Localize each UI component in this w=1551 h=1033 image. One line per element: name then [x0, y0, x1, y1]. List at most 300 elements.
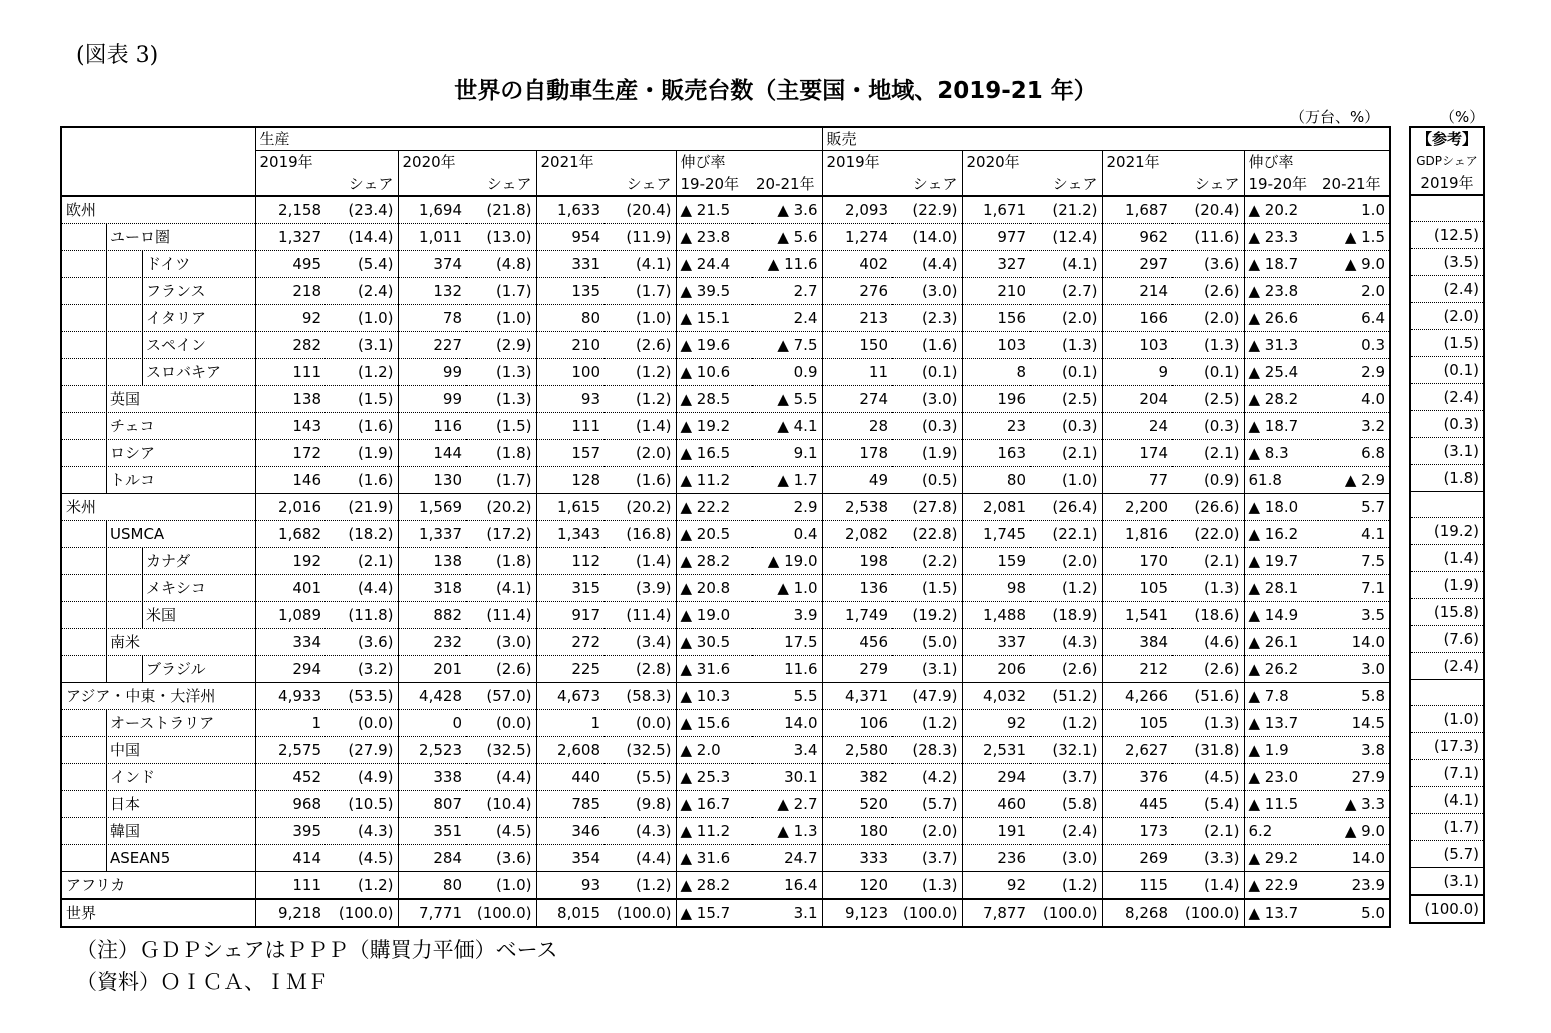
cell-p21s: (1.2) [604, 359, 676, 386]
cell-p20: 99 [398, 386, 466, 413]
cell-s19: 178 [822, 440, 892, 467]
cell-p21s: (1.6) [604, 467, 676, 494]
cell-p20s: (2.6) [466, 656, 536, 683]
cell-p20: 232 [398, 629, 466, 656]
page-title: 世界の自動車生産・販売台数（主要国・地域、2019-21 年） [454, 78, 1097, 104]
cell-s21: 376 [1102, 764, 1172, 791]
gdp-row [1410, 437, 1484, 464]
cell-sg1: ▲ 28.1 [1244, 575, 1318, 602]
table-row [61, 683, 1390, 710]
gdp-row [1410, 248, 1484, 275]
cell-sg2: 5.0 [1318, 899, 1390, 927]
cell-gdp: (3.1) [1410, 867, 1484, 895]
cell-sg2: 14.0 [1318, 629, 1390, 656]
cell-s21s: (2.6) [1172, 656, 1244, 683]
cell-pg1: ▲ 16.5 [676, 440, 752, 467]
row-label: メキシコ [61, 575, 255, 602]
cell-s19s: (3.0) [892, 386, 962, 413]
cell-sg1: ▲ 14.9 [1244, 602, 1318, 629]
header-share: シェア [912, 175, 958, 193]
cell-p19s: (4.5) [325, 845, 398, 872]
gdp-row [1410, 867, 1484, 895]
cell-pg1: ▲ 23.8 [676, 224, 752, 251]
cell-gdp: (0.3) [1410, 410, 1484, 437]
gdp-row [1410, 759, 1484, 786]
gdp-share-table [1409, 126, 1485, 924]
cell-p20s: (4.8) [466, 251, 536, 278]
gdp-row [1410, 464, 1484, 491]
row-label: トルコ [61, 467, 255, 494]
cell-s19s: (2.3) [892, 305, 962, 332]
cell-s19s: (0.3) [892, 413, 962, 440]
cell-sg1: ▲ 18.7 [1244, 251, 1318, 278]
table-row [61, 656, 1390, 683]
header-p2019: 2019年 [255, 151, 398, 174]
cell-s20s: (0.3) [1030, 413, 1102, 440]
cell-p21: 93 [536, 872, 604, 900]
cell-s20: 206 [962, 656, 1030, 683]
header-share: シェア [1052, 175, 1098, 193]
cell-sg2: 0.3 [1318, 332, 1390, 359]
cell-s21s: (51.6) [1172, 683, 1244, 710]
cell-s19: 1,274 [822, 224, 892, 251]
header-g1920: 19-20年 [1244, 173, 1318, 196]
cell-p19: 143 [255, 413, 325, 440]
cell-p20: 1,337 [398, 521, 466, 548]
cell-s20: 2,081 [962, 494, 1030, 521]
cell-s19: 382 [822, 764, 892, 791]
cell-s20s: (2.5) [1030, 386, 1102, 413]
table-row [61, 440, 1390, 467]
cell-p21: 210 [536, 332, 604, 359]
cell-p20s: (2.9) [466, 332, 536, 359]
cell-s20s: (21.2) [1030, 196, 1102, 224]
cell-sg1: ▲ 19.7 [1244, 548, 1318, 575]
cell-sg1: ▲ 18.7 [1244, 413, 1318, 440]
cell-p21: 785 [536, 791, 604, 818]
cell-p21s: (4.1) [604, 251, 676, 278]
cell-pg2: ▲ 3.6 [752, 196, 822, 224]
cell-sg1: ▲ 16.2 [1244, 521, 1318, 548]
header-blank [61, 127, 255, 151]
table-row [61, 413, 1390, 440]
table-row [61, 278, 1390, 305]
cell-gdp [1410, 195, 1484, 221]
cell-pg2: ▲ 4.1 [752, 413, 822, 440]
cell-p21s: (58.3) [604, 683, 676, 710]
cell-s19: 120 [822, 872, 892, 900]
header-g2021: 20-21年 [756, 175, 815, 193]
cell-p19s: (0.0) [325, 710, 398, 737]
cell-p20: 318 [398, 575, 466, 602]
cell-sg1: ▲ 11.5 [1244, 791, 1318, 818]
cell-s20: 191 [962, 818, 1030, 845]
cell-s21: 174 [1102, 440, 1172, 467]
table-row [61, 764, 1390, 791]
row-label: 日本 [61, 791, 255, 818]
cell-p19s: (10.5) [325, 791, 398, 818]
cell-s20: 977 [962, 224, 1030, 251]
cell-s21s: (22.0) [1172, 521, 1244, 548]
cell-p20: 338 [398, 764, 466, 791]
gdp-row [1410, 813, 1484, 840]
header-s2020: 2020年 [962, 151, 1102, 174]
table-row [61, 737, 1390, 764]
cell-p21: 100 [536, 359, 604, 386]
cell-s20s: (26.4) [1030, 494, 1102, 521]
cell-pg1: ▲ 11.2 [676, 467, 752, 494]
cell-sg2: ▲ 2.9 [1318, 467, 1390, 494]
cell-pg2: ▲ 1.3 [752, 818, 822, 845]
cell-p21: 1,343 [536, 521, 604, 548]
cell-s20: 8 [962, 359, 1030, 386]
cell-pg1: ▲ 19.6 [676, 332, 752, 359]
cell-pg2: 2.7 [752, 278, 822, 305]
header-s2021: 2021年 [1102, 151, 1244, 174]
cell-pg1: ▲ 20.5 [676, 521, 752, 548]
table-row [61, 251, 1390, 278]
cell-p21: 346 [536, 818, 604, 845]
cell-p20: 2,523 [398, 737, 466, 764]
cell-s19: 150 [822, 332, 892, 359]
cell-sg1: ▲ 18.0 [1244, 494, 1318, 521]
cell-s19: 136 [822, 575, 892, 602]
gdp-row [1410, 410, 1484, 437]
cell-pg2: 30.1 [752, 764, 822, 791]
cell-s20s: (1.2) [1030, 575, 1102, 602]
cell-s20: 80 [962, 467, 1030, 494]
cell-p21s: (5.5) [604, 764, 676, 791]
cell-p19: 395 [255, 818, 325, 845]
cell-s19: 198 [822, 548, 892, 575]
header-p-growth: 伸び率 [676, 151, 822, 174]
cell-gdp: (1.0) [1410, 705, 1484, 732]
gdp-row [1410, 544, 1484, 571]
cell-pg1: ▲ 15.6 [676, 710, 752, 737]
cell-gdp: (2.4) [1410, 383, 1484, 410]
cell-p20: 374 [398, 251, 466, 278]
cell-s19: 11 [822, 359, 892, 386]
cell-s21: 166 [1102, 305, 1172, 332]
cell-p21: 315 [536, 575, 604, 602]
cell-s20s: (2.6) [1030, 656, 1102, 683]
cell-gdp: (3.5) [1410, 248, 1484, 275]
cell-sg1: ▲ 1.9 [1244, 737, 1318, 764]
cell-s19: 9,123 [822, 899, 892, 927]
cell-p20s: (0.0) [466, 710, 536, 737]
cell-pg2: 17.5 [752, 629, 822, 656]
cell-s20: 159 [962, 548, 1030, 575]
cell-s21: 9 [1102, 359, 1172, 386]
cell-s21s: (4.6) [1172, 629, 1244, 656]
cell-sg2: ▲ 9.0 [1318, 251, 1390, 278]
cell-s20: 156 [962, 305, 1030, 332]
cell-p21s: (2.6) [604, 332, 676, 359]
cell-sg1: ▲ 8.3 [1244, 440, 1318, 467]
cell-p19s: (21.9) [325, 494, 398, 521]
cell-s21s: (0.1) [1172, 359, 1244, 386]
cell-p19: 4,933 [255, 683, 325, 710]
cell-gdp: (2.4) [1410, 275, 1484, 302]
cell-p19: 282 [255, 332, 325, 359]
cell-s20: 460 [962, 791, 1030, 818]
table-row [61, 710, 1390, 737]
cell-p20s: (32.5) [466, 737, 536, 764]
cell-p21: 1,633 [536, 196, 604, 224]
row-label: オーストラリア [61, 710, 255, 737]
cell-sg2: 23.9 [1318, 872, 1390, 900]
cell-p19s: (53.5) [325, 683, 398, 710]
cell-s21s: (100.0) [1172, 899, 1244, 927]
cell-sg1: ▲ 28.2 [1244, 386, 1318, 413]
cell-p20: 284 [398, 845, 466, 872]
cell-pg2: ▲ 5.5 [752, 386, 822, 413]
cell-p19s: (1.0) [325, 305, 398, 332]
cell-pg2: 9.1 [752, 440, 822, 467]
cell-s21: 212 [1102, 656, 1172, 683]
gdp-row [1410, 329, 1484, 356]
cell-sg1: ▲ 23.0 [1244, 764, 1318, 791]
cell-p21s: (2.0) [604, 440, 676, 467]
cell-pg2: 5.5 [752, 683, 822, 710]
cell-sg1: ▲ 26.1 [1244, 629, 1318, 656]
table-row [61, 196, 1390, 224]
cell-p20: 130 [398, 467, 466, 494]
cell-pg1: ▲ 31.6 [676, 845, 752, 872]
cell-p20s: (21.8) [466, 196, 536, 224]
cell-s20: 294 [962, 764, 1030, 791]
header-p2020: 2020年 [398, 151, 536, 174]
gdp-row [1410, 221, 1484, 248]
cell-s20s: (2.0) [1030, 305, 1102, 332]
cell-pg2: 14.0 [752, 710, 822, 737]
cell-gdp [1410, 491, 1484, 517]
cell-s20: 236 [962, 845, 1030, 872]
cell-s20s: (18.9) [1030, 602, 1102, 629]
cell-p19: 294 [255, 656, 325, 683]
cell-p21s: (3.4) [604, 629, 676, 656]
cell-p21: 157 [536, 440, 604, 467]
cell-p19: 111 [255, 359, 325, 386]
cell-sg2: 4.1 [1318, 521, 1390, 548]
cell-s21: 1,687 [1102, 196, 1172, 224]
table-row [61, 872, 1390, 900]
cell-p20s: (4.4) [466, 764, 536, 791]
cell-pg2: 3.9 [752, 602, 822, 629]
cell-p21s: (3.9) [604, 575, 676, 602]
cell-gdp: (1.9) [1410, 571, 1484, 598]
cell-s19: 520 [822, 791, 892, 818]
cell-gdp: (7.6) [1410, 625, 1484, 652]
cell-pg1: ▲ 39.5 [676, 278, 752, 305]
table-row [61, 359, 1390, 386]
cell-sg2: 3.0 [1318, 656, 1390, 683]
cell-sg1: ▲ 7.8 [1244, 683, 1318, 710]
cell-p21: 331 [536, 251, 604, 278]
figure-label: (図表 3) [76, 43, 159, 68]
cell-p20s: (4.5) [466, 818, 536, 845]
cell-s20: 7,877 [962, 899, 1030, 927]
cell-p19: 495 [255, 251, 325, 278]
cell-p19: 192 [255, 548, 325, 575]
cell-sg1: ▲ 29.2 [1244, 845, 1318, 872]
header-sales: 販売 [822, 127, 1390, 151]
cell-s21s: (5.4) [1172, 791, 1244, 818]
cell-s19s: (0.1) [892, 359, 962, 386]
header-s-growth: 伸び率 [1244, 151, 1390, 174]
cell-p21: 4,673 [536, 683, 604, 710]
gdp-row [1410, 598, 1484, 625]
cell-p20s: (1.5) [466, 413, 536, 440]
row-label: カナダ [61, 548, 255, 575]
cell-p21s: (1.7) [604, 278, 676, 305]
cell-sg1: ▲ 26.2 [1244, 656, 1318, 683]
cell-pg2: ▲ 2.7 [752, 791, 822, 818]
cell-sg2: 7.1 [1318, 575, 1390, 602]
cell-s19s: (5.0) [892, 629, 962, 656]
cell-p19: 138 [255, 386, 325, 413]
cell-pg2: 0.9 [752, 359, 822, 386]
header-share: シェア [348, 175, 394, 193]
table-row [61, 521, 1390, 548]
cell-p21s: (1.2) [604, 872, 676, 900]
cell-s19: 2,082 [822, 521, 892, 548]
cell-p20: 351 [398, 818, 466, 845]
cell-s21: 77 [1102, 467, 1172, 494]
cell-s21: 173 [1102, 818, 1172, 845]
cell-sg2: 5.7 [1318, 494, 1390, 521]
cell-s20s: (5.8) [1030, 791, 1102, 818]
gdp-row [1410, 895, 1484, 923]
cell-sg1: ▲ 23.8 [1244, 278, 1318, 305]
cell-p21: 111 [536, 413, 604, 440]
cell-s20s: (4.1) [1030, 251, 1102, 278]
cell-p21s: (16.8) [604, 521, 676, 548]
cell-p20s: (4.1) [466, 575, 536, 602]
cell-pg1: ▲ 16.7 [676, 791, 752, 818]
cell-s21: 204 [1102, 386, 1172, 413]
cell-sg1: ▲ 20.2 [1244, 196, 1318, 224]
cell-s20s: (1.0) [1030, 467, 1102, 494]
cell-s21s: (2.1) [1172, 818, 1244, 845]
cell-p19s: (1.6) [325, 413, 398, 440]
cell-p21: 954 [536, 224, 604, 251]
row-label: アジア・中東・大洋州 [61, 683, 255, 710]
notes [76, 934, 558, 998]
cell-p19: 2,158 [255, 196, 325, 224]
cell-gdp: (1.7) [1410, 813, 1484, 840]
cell-p19: 218 [255, 278, 325, 305]
row-label: 世界 [61, 899, 255, 927]
cell-sg2: 5.8 [1318, 683, 1390, 710]
cell-p19s: (27.9) [325, 737, 398, 764]
cell-p20s: (13.0) [466, 224, 536, 251]
cell-p21: 80 [536, 305, 604, 332]
cell-p19: 1,327 [255, 224, 325, 251]
cell-p20s: (1.8) [466, 440, 536, 467]
cell-p20s: (3.0) [466, 629, 536, 656]
row-label: ASEAN5 [61, 845, 255, 872]
cell-s21: 214 [1102, 278, 1172, 305]
cell-s19: 2,580 [822, 737, 892, 764]
cell-p19s: (1.2) [325, 872, 398, 900]
table-row [61, 899, 1390, 927]
cell-p21: 354 [536, 845, 604, 872]
cell-s20s: (3.0) [1030, 845, 1102, 872]
cell-p21: 8,015 [536, 899, 604, 927]
cell-s19s: (2.2) [892, 548, 962, 575]
cell-gdp: (5.7) [1410, 840, 1484, 867]
cell-p19s: (11.8) [325, 602, 398, 629]
cell-p20s: (1.7) [466, 278, 536, 305]
cell-gdp: (100.0) [1410, 895, 1484, 923]
cell-sg2: 1.0 [1318, 196, 1390, 224]
cell-p19s: (2.4) [325, 278, 398, 305]
cell-p20s: (1.8) [466, 548, 536, 575]
cell-s19: 274 [822, 386, 892, 413]
note-source: （資料）ＯＩＣＡ、ＩＭＦ [76, 970, 328, 994]
cell-p19s: (14.4) [325, 224, 398, 251]
row-label: アフリカ [61, 872, 255, 900]
cell-s21: 4,266 [1102, 683, 1172, 710]
cell-s20: 327 [962, 251, 1030, 278]
row-label: フランス [61, 278, 255, 305]
cell-pg2: ▲ 1.7 [752, 467, 822, 494]
cell-s21s: (18.6) [1172, 602, 1244, 629]
cell-s19: 1,749 [822, 602, 892, 629]
cell-p19s: (3.2) [325, 656, 398, 683]
row-label: イタリア [61, 305, 255, 332]
row-label: 米国 [61, 602, 255, 629]
cell-s21s: (11.6) [1172, 224, 1244, 251]
cell-s19s: (1.6) [892, 332, 962, 359]
cell-s20: 2,531 [962, 737, 1030, 764]
cell-p21: 135 [536, 278, 604, 305]
cell-p20: 0 [398, 710, 466, 737]
cell-p19s: (1.9) [325, 440, 398, 467]
table-row [61, 791, 1390, 818]
cell-gdp: (4.1) [1410, 786, 1484, 813]
cell-pg2: 16.4 [752, 872, 822, 900]
cell-s21: 1,816 [1102, 521, 1172, 548]
cell-s20s: (0.1) [1030, 359, 1102, 386]
cell-s19s: (4.4) [892, 251, 962, 278]
cell-p20s: (3.6) [466, 845, 536, 872]
cell-p19s: (4.3) [325, 818, 398, 845]
header-g2021: 20-21年 [1322, 175, 1381, 193]
cell-s19: 180 [822, 818, 892, 845]
cell-pg1: ▲ 28.5 [676, 386, 752, 413]
cell-p19: 452 [255, 764, 325, 791]
cell-pg1: ▲ 30.5 [676, 629, 752, 656]
table-row [61, 845, 1390, 872]
cell-p21s: (20.2) [604, 494, 676, 521]
cell-s21: 2,627 [1102, 737, 1172, 764]
cell-s20: 1,488 [962, 602, 1030, 629]
cell-s21: 384 [1102, 629, 1172, 656]
cell-p19s: (1.6) [325, 467, 398, 494]
cell-pg2: 3.1 [752, 899, 822, 927]
cell-pg1: ▲ 28.2 [676, 872, 752, 900]
cell-gdp: (12.5) [1410, 221, 1484, 248]
cell-sg1: ▲ 22.9 [1244, 872, 1318, 900]
cell-p20: 80 [398, 872, 466, 900]
gdp-row [1410, 302, 1484, 329]
cell-p21s: (1.0) [604, 305, 676, 332]
cell-s19s: (3.7) [892, 845, 962, 872]
cell-s19s: (28.3) [892, 737, 962, 764]
cell-pg2: 2.9 [752, 494, 822, 521]
